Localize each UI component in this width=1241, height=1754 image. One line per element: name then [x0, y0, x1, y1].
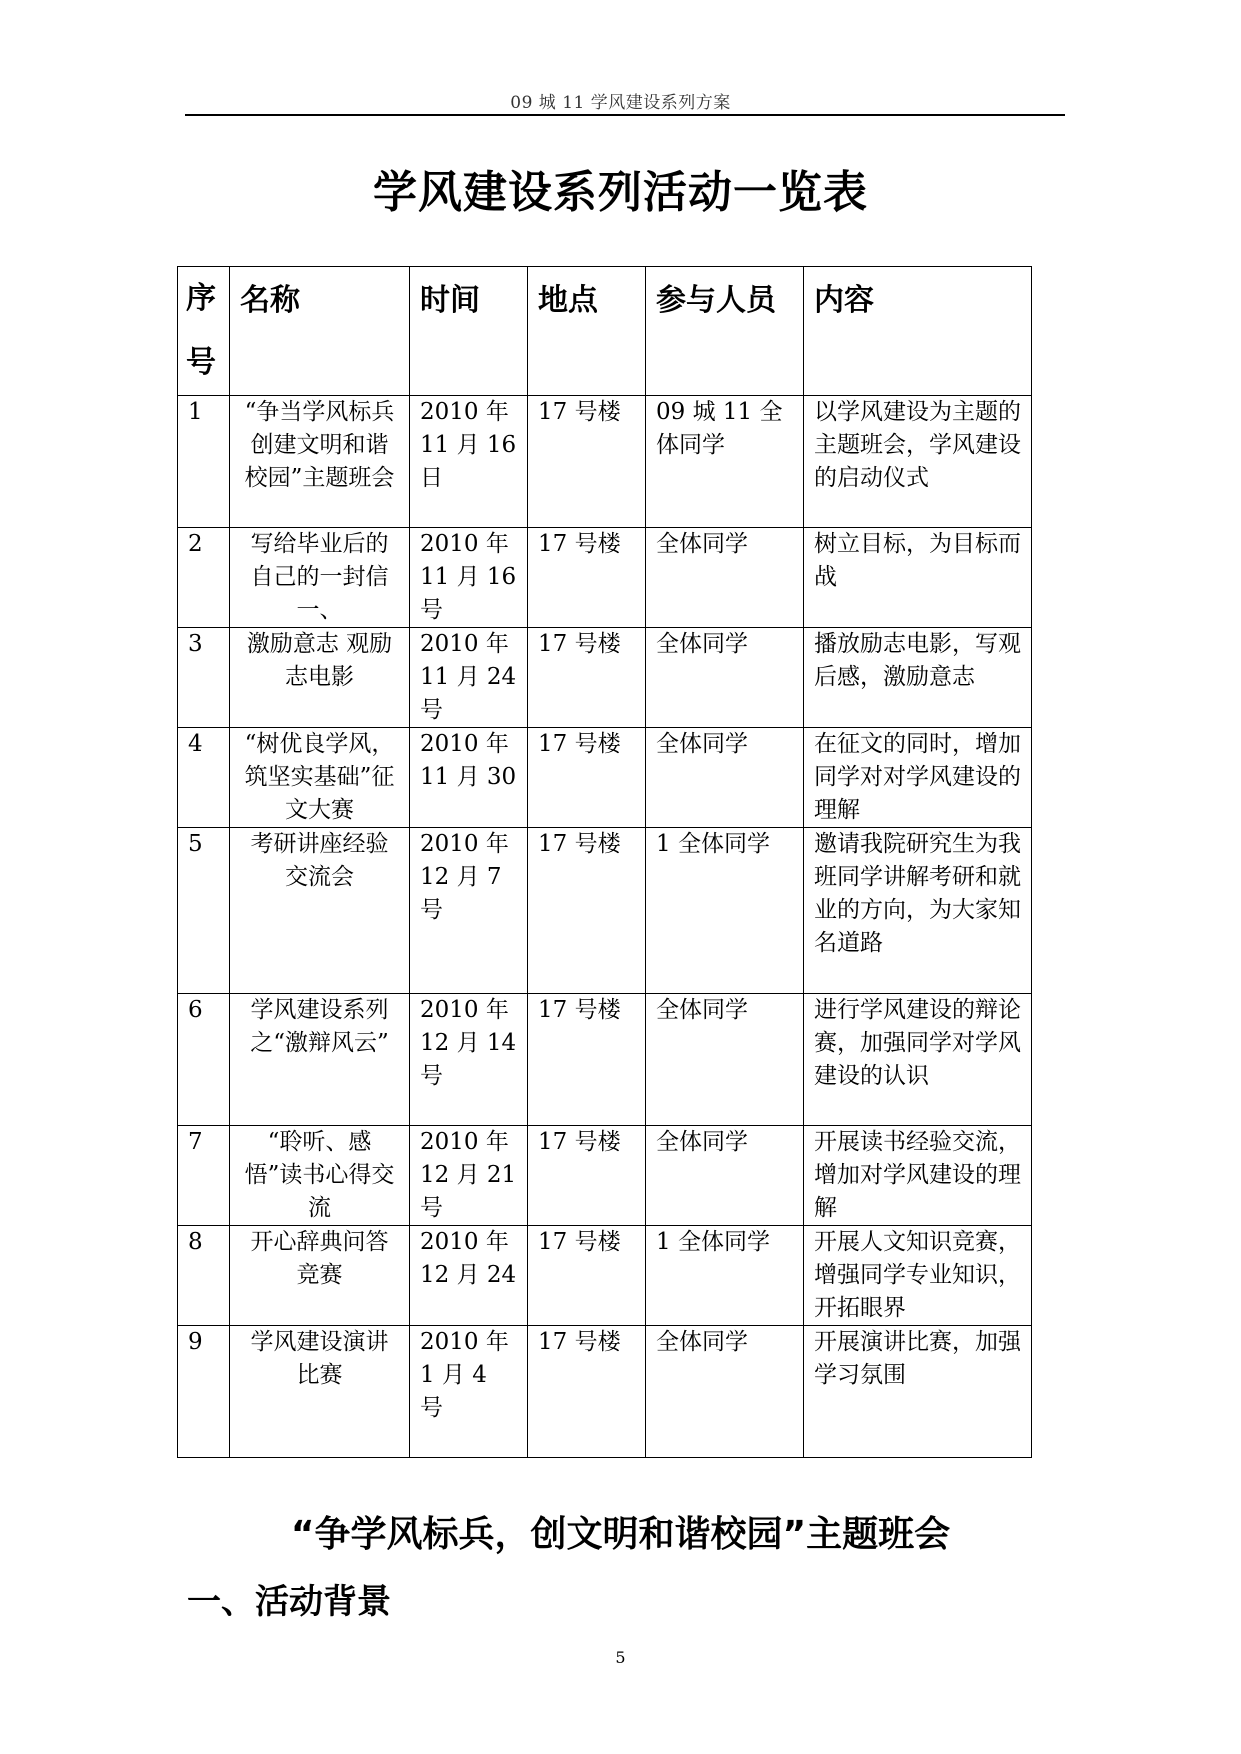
cell-place: 17 号楼 [528, 1126, 646, 1226]
cell-content: 邀请我院研究生为我班同学讲解考研和就业的方向，为大家知名道路 [804, 828, 1032, 994]
table-row [178, 728, 1032, 828]
cell-place: 17 号楼 [528, 1226, 646, 1326]
cell-people: 全体同学 [646, 728, 804, 828]
cell-people: 全体同学 [646, 628, 804, 728]
cell-people: 1 全体同学 [646, 828, 804, 994]
cell-name: “争当学风标兵 创建文明和谐校园”主题班会 [230, 396, 410, 528]
cell-seq: 6 [178, 994, 230, 1126]
running-header: 09 城 11 学风建设系列方案 [510, 93, 731, 113]
cell-content: 开展演讲比赛，加强学习氛围 [804, 1326, 1032, 1458]
cell-content: 在征文的同时，增加同学对对学风建设的理解 [804, 728, 1032, 828]
header-name: 名称 [230, 267, 410, 396]
cell-content: 以学风建设为主题的主题班会，学风建设的启动仪式 [804, 396, 1032, 528]
cell-time: 2010 年 12 月 24 [410, 1226, 528, 1326]
table-row [178, 994, 1032, 1126]
cell-people: 全体同学 [646, 1126, 804, 1226]
cell-content: 开展人文知识竞赛，增强同学专业知识，开拓眼界 [804, 1226, 1032, 1326]
cell-name: 考研讲座经验交流会 [230, 828, 410, 994]
cell-content: 开展读书经验交流，增加对学风建设的理解 [804, 1126, 1032, 1226]
cell-place: 17 号楼 [528, 528, 646, 628]
cell-time: 2010 年 11 月 30 [410, 728, 528, 828]
table-row [178, 396, 1032, 528]
header-people: 参与人员 [646, 267, 804, 396]
cell-seq: 1 [178, 396, 230, 528]
cell-people: 1 全体同学 [646, 1226, 804, 1326]
cell-place: 17 号楼 [528, 1326, 646, 1458]
cell-time: 2010 年 11 月 16 日 [410, 396, 528, 528]
cell-name: 写给毕业后的自己的一封信一、 [230, 528, 410, 628]
section-title: “争学风标兵，创文明和谐校园”主题班会 [290, 1514, 951, 1555]
header-place: 地点 [528, 267, 646, 396]
cell-time: 2010 年 12 月 21 号 [410, 1126, 528, 1226]
activity-table [177, 266, 1032, 1458]
cell-seq: 4 [178, 728, 230, 828]
cell-name: 学风建设演讲比赛 [230, 1326, 410, 1458]
cell-name: 学风建设系列之“激辩风云” [230, 994, 410, 1126]
cell-time: 2010 年 12 月 14 号 [410, 994, 528, 1126]
page-number: 5 [615, 1648, 626, 1667]
table-row [178, 628, 1032, 728]
cell-seq: 8 [178, 1226, 230, 1326]
table-header-row [178, 267, 1032, 396]
table-row [178, 1326, 1032, 1458]
cell-time: 2010 年 12 月 7 号 [410, 828, 528, 994]
cell-name: “聆听、感悟”读书心得交流 [230, 1126, 410, 1226]
cell-people: 09 城 11 全体同学 [646, 396, 804, 528]
cell-time: 2010 年 11 月 16 号 [410, 528, 528, 628]
cell-people: 全体同学 [646, 994, 804, 1126]
cell-people: 全体同学 [646, 528, 804, 628]
cell-seq: 5 [178, 828, 230, 994]
page-title: 学风建设系列活动一览表 [373, 167, 868, 218]
cell-place: 17 号楼 [528, 994, 646, 1126]
header-content: 内容 [804, 267, 1032, 396]
header-seq: 序号 [178, 267, 230, 396]
cell-place: 17 号楼 [528, 628, 646, 728]
section-subheading: 一、活动背景 [187, 1582, 391, 1622]
table-row [178, 528, 1032, 628]
cell-place: 17 号楼 [528, 828, 646, 994]
cell-seq: 3 [178, 628, 230, 728]
cell-place: 17 号楼 [528, 396, 646, 528]
table-row [178, 828, 1032, 994]
cell-seq: 9 [178, 1326, 230, 1458]
cell-seq: 2 [178, 528, 230, 628]
table-row [178, 1226, 1032, 1326]
cell-seq: 7 [178, 1126, 230, 1226]
header-divider [185, 114, 1065, 116]
cell-people: 全体同学 [646, 1326, 804, 1458]
cell-content: 树立目标，为目标而战 [804, 528, 1032, 628]
cell-time: 2010 年 1 月 4 号 [410, 1326, 528, 1458]
table-row [178, 1126, 1032, 1226]
cell-content: 播放励志电影，写观后感，激励意志 [804, 628, 1032, 728]
cell-name: 激励意志 观励志电影 [230, 628, 410, 728]
cell-time: 2010 年 11 月 24 号 [410, 628, 528, 728]
cell-name: “树优良学风，筑坚实基础”征文大赛 [230, 728, 410, 828]
header-time: 时间 [410, 267, 528, 396]
cell-name: 开心辞典问答竞赛 [230, 1226, 410, 1326]
cell-content: 进行学风建设的辩论赛，加强同学对学风建设的认识 [804, 994, 1032, 1126]
cell-place: 17 号楼 [528, 728, 646, 828]
